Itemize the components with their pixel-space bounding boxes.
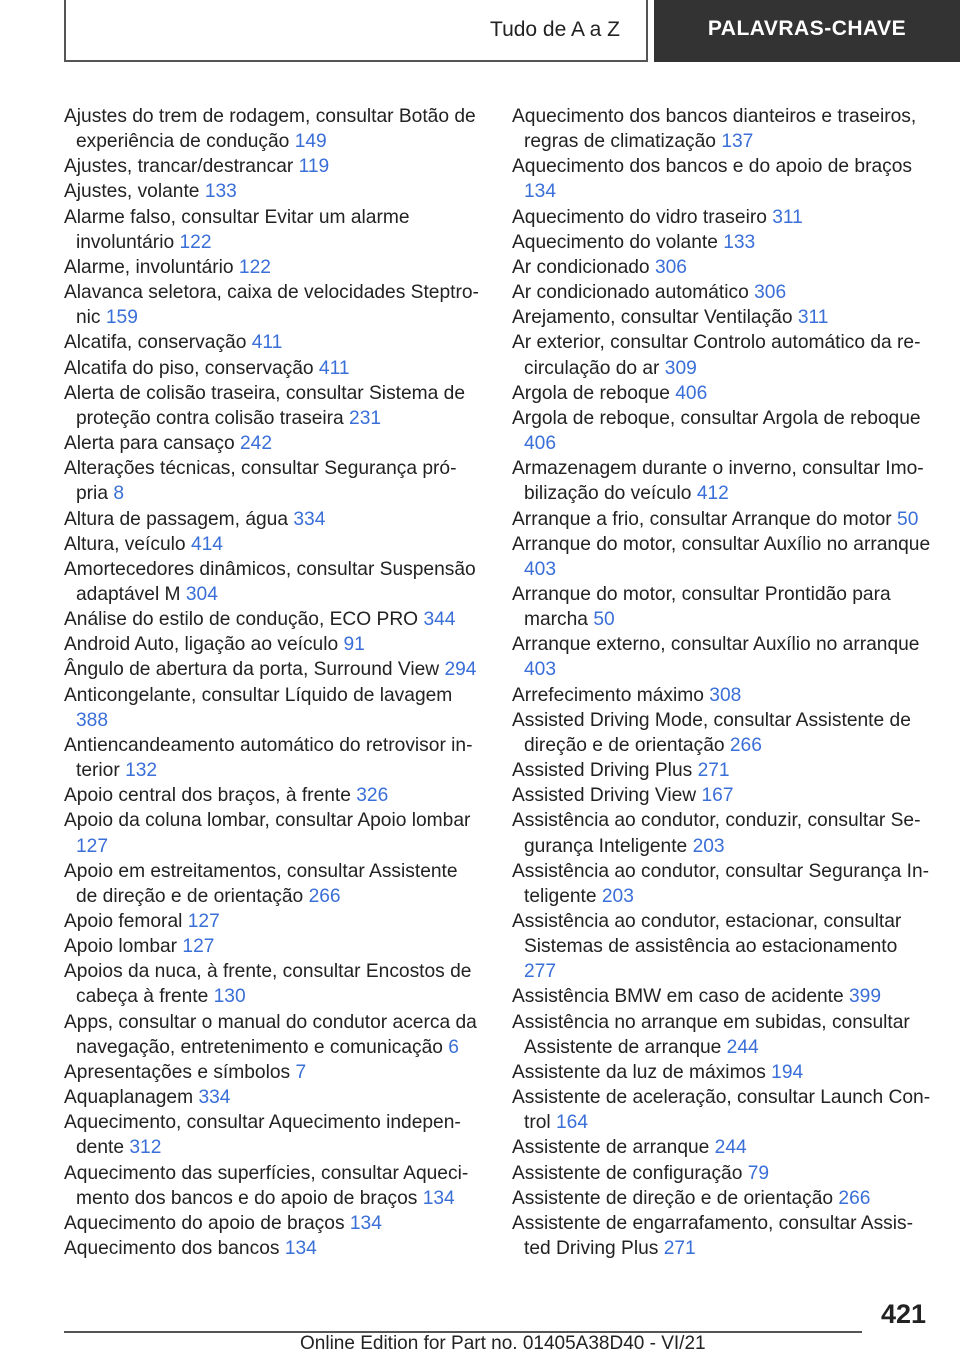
footer-edition-text: Online Edition for Part no. 01405A38D40 - VI/21 — [300, 1333, 706, 1354]
page-reference-link[interactable]: 149 — [294, 131, 327, 153]
index-entry-text: Assisted Driving Mode, consultar Assistente de direção e de orientação — [512, 709, 911, 756]
index-entry — [64, 179, 480, 204]
index-entry-text: Aquecimento dos bancos — [64, 1238, 280, 1260]
index-column-left — [64, 104, 480, 1261]
index-entry-text: Alarme falso, consultar Evitar um alarme involuntário — [64, 206, 410, 253]
page-reference-link[interactable]: 119 — [298, 156, 330, 178]
index-entry-text: Ar condicionado — [512, 256, 650, 278]
index-entry-text: Alcatifa, conservação — [64, 332, 247, 354]
index-entry — [64, 632, 480, 657]
index-entry — [64, 1110, 480, 1160]
index-entry — [64, 683, 480, 733]
index-entry-text: Aquaplanagem — [64, 1087, 194, 1109]
index-entry — [512, 381, 932, 406]
index-entry-text: Ar exterior, consultar Controlo automático da recirculação do ar — [512, 332, 921, 379]
index-entry-text: Arejamento, consultar Ventilação — [512, 307, 793, 329]
index-entry — [512, 205, 932, 230]
page-reference-link[interactable]: 411 — [318, 357, 350, 379]
page-reference-link[interactable]: 127 — [182, 936, 215, 958]
index-entry — [64, 1211, 480, 1236]
index-entry-text: Amortecedores dinâmicos, consultar Suspensão adaptável M — [64, 558, 476, 605]
index-entry-text: Alarme, involuntário — [64, 256, 234, 278]
index-entry-text: Alavanca seletora, caixa de velocidades Steptronic — [64, 282, 479, 329]
page-number: 421 — [880, 1299, 926, 1329]
page-reference-link[interactable]: 388 — [76, 709, 109, 731]
chapter-tab — [654, 0, 960, 62]
index-entry-text: Apoio femoral — [64, 911, 183, 932]
index-entry — [512, 255, 932, 280]
page-reference-link[interactable]: 137 — [721, 131, 754, 153]
page-reference-link[interactable]: 50 — [593, 609, 615, 631]
index-entry-text: Aquecimento do vidro traseiro — [512, 206, 767, 228]
index-entry-text: Arranque a frio, consultar Arranque do motor — [512, 508, 892, 530]
index-entry-text: Ângulo de abertura da porta, Surround View — [64, 659, 440, 681]
page-reference-link[interactable]: 309 — [664, 357, 697, 379]
index-entry-text: Altura de passagem, água — [64, 508, 289, 530]
page-reference-link[interactable]: 79 — [747, 1162, 770, 1184]
index-entry-text: Assistente de arranque — [512, 1137, 710, 1159]
index-entry — [512, 859, 932, 909]
index-entry-text: Aquecimento dos bancos dianteiros e traseiros, regras de climatização — [512, 106, 917, 153]
index-entry — [512, 984, 932, 1009]
index-entry-text: Alerta para cansaço — [64, 433, 235, 455]
page-reference-link[interactable]: 7 — [295, 1061, 307, 1083]
index-entry-text: Antiencandeamento automático do retrovisor interior — [64, 734, 473, 782]
index-entry-text: Argola de reboque, consultar Argola de reboque — [512, 407, 921, 429]
index-entry-text: Ajustes, trancar/destrancar — [64, 156, 294, 178]
index-entry — [512, 582, 932, 632]
index-entry-text: Apoio lombar — [64, 936, 178, 958]
page-reference-link[interactable]: 244 — [714, 1137, 747, 1159]
index-entry-text: Assistente de direção e de orientação — [512, 1187, 834, 1209]
index-entry — [64, 381, 480, 431]
index-entry-text: Armazenagem durante o inverno, consultar Imobilização do veículo — [512, 458, 924, 505]
page-reference-link[interactable]: 308 — [709, 684, 742, 706]
index-entry-text: Assistência ao condutor, estacionar, consultar Sistemas de assistência ao estacionamento — [512, 911, 902, 958]
page-reference-link[interactable]: 8 — [113, 483, 125, 505]
page-reference-link[interactable]: 271 — [697, 760, 730, 782]
index-entry — [64, 356, 480, 381]
index-entry-text: Assistência BMW em caso de acidente — [512, 986, 844, 1008]
page-reference-link[interactable]: 334 — [293, 508, 326, 530]
index-entry — [64, 657, 480, 682]
index-entry-text: Assistente de aceleração, consultar Launch Control — [512, 1087, 931, 1134]
index-entry — [512, 1161, 932, 1186]
page-reference-link[interactable]: 266 — [838, 1187, 871, 1209]
index-entry — [512, 280, 932, 305]
page-reference-link[interactable]: 134 — [524, 181, 557, 203]
index-entry — [512, 230, 932, 255]
index-entry-text: Android Auto, ligação ao veículo — [64, 634, 339, 656]
index-entry — [64, 557, 480, 607]
page-reference-link[interactable]: 411 — [251, 332, 283, 354]
page-reference-link[interactable]: 133 — [723, 231, 756, 253]
page-reference-link[interactable]: 294 — [444, 659, 477, 681]
index-entry — [64, 934, 480, 959]
page-reference-link[interactable]: 167 — [701, 785, 734, 807]
index-entry-text: Assistência ao condutor, conduzir, consultar Segurança Inteligente — [512, 810, 921, 857]
index-entry — [512, 1211, 932, 1261]
page-reference-link[interactable]: 399 — [849, 986, 882, 1008]
index-entry — [512, 154, 932, 204]
index-entry-text: Aquecimento do apoio de braços — [64, 1212, 345, 1234]
index-entry — [512, 406, 932, 456]
chapter-title: PALAVRAS-CHAVE — [707, 17, 907, 40]
index-entry — [64, 456, 480, 506]
index-entry — [64, 808, 480, 858]
index-entry — [512, 507, 932, 532]
page-reference-link[interactable]: 406 — [524, 433, 557, 455]
page-reference-link[interactable]: 403 — [524, 558, 557, 580]
index-entry — [512, 1060, 932, 1085]
index-entry-text: Apoio central dos braços, à frente — [64, 785, 351, 807]
index-entry — [64, 607, 480, 632]
page-reference-link[interactable]: 312 — [129, 1137, 162, 1159]
index-entry — [64, 959, 480, 1009]
page-reference-link[interactable]: 6 — [448, 1036, 459, 1058]
index-entry-text: Aquecimento, consultar Aquecimento independente — [64, 1112, 461, 1159]
index-entry — [64, 205, 480, 255]
page-reference-link[interactable]: 414 — [190, 533, 223, 555]
index-entry — [64, 733, 480, 783]
index-entry — [64, 431, 480, 456]
index-entry-text: Argola de reboque — [512, 382, 670, 404]
index-entry — [64, 1085, 480, 1110]
page-reference-link[interactable]: 133 — [204, 181, 237, 203]
index-entry-text: Assistência no arranque em subidas, consultar Assistente de arranque — [512, 1011, 910, 1058]
index-entry — [64, 255, 480, 280]
page-reference-link[interactable]: 306 — [754, 282, 787, 304]
index-entry-text: Aquecimento do volante — [512, 231, 718, 253]
index-entry-text: Alcatifa do piso, conservação — [64, 357, 314, 379]
index-entry — [512, 305, 932, 330]
index-entry-text: Assistência ao condutor, consultar Segurança Inteligente — [512, 860, 930, 907]
index-entry — [64, 1010, 480, 1060]
index-entry — [64, 909, 480, 934]
index-entry-text: Assisted Driving View — [512, 785, 697, 807]
index-entry — [512, 909, 932, 984]
index-entry — [512, 330, 932, 380]
index-entry-text: Assistente de engarrafamento, consultar Assisted Driving Plus — [512, 1212, 914, 1260]
index-entry-text: Arrefecimento máximo — [512, 684, 704, 706]
index-entry — [64, 859, 480, 909]
index-entry — [64, 507, 480, 532]
index-entry — [512, 783, 932, 808]
section-header-box — [64, 0, 648, 62]
page-reference-link[interactable]: 412 — [696, 483, 729, 505]
page-reference-link[interactable]: 134 — [349, 1212, 382, 1234]
index-entry-text: Assistente da luz de máximos — [512, 1061, 766, 1083]
page-reference-link[interactable]: 311 — [772, 206, 803, 228]
page-reference-link[interactable]: 334 — [198, 1087, 231, 1109]
index-entry — [64, 1236, 480, 1261]
page-reference-link[interactable]: 266 — [308, 885, 341, 907]
page-reference-link[interactable]: 91 — [343, 634, 365, 656]
page-reference-link[interactable]: 134 — [284, 1238, 317, 1260]
page-reference-link[interactable]: 164 — [556, 1112, 589, 1134]
index-entry — [512, 708, 932, 758]
index-entry-text: Arranque externo, consultar Auxílio no arranque — [512, 634, 920, 656]
index-entry-text: Anticongelante, consultar Líquido de lavagem — [64, 684, 453, 706]
page-reference-link[interactable]: 203 — [601, 885, 634, 907]
index-entry-text: Ajustes do trem de rodagem, consultar Botão de experiência de condução — [64, 106, 476, 153]
index-entry-text: Apoio em estreitamentos, consultar Assistente de direção e de orientação — [64, 860, 458, 907]
page-reference-link[interactable]: 194 — [771, 1061, 804, 1083]
page-reference-link[interactable]: 50 — [897, 508, 919, 530]
page-reference-link[interactable]: 127 — [76, 835, 109, 857]
page-reference-link[interactable]: 344 — [423, 609, 456, 631]
index-entry — [512, 456, 932, 506]
index-entry — [512, 758, 932, 783]
index-entry-text: Arranque do motor, consultar Auxílio no arranque — [512, 533, 931, 555]
index-entry-text: Alterações técnicas, consultar Segurança própria — [64, 458, 457, 505]
index-entry — [64, 330, 480, 355]
index-entry — [512, 1186, 932, 1211]
page-reference-link[interactable]: 306 — [654, 256, 687, 278]
index-entry — [64, 532, 480, 557]
page-reference-link[interactable]: 326 — [356, 785, 389, 807]
index-entry — [512, 104, 932, 154]
page-reference-link[interactable]: 403 — [524, 659, 557, 681]
index-entry-text: Arranque do motor, consultar Prontidão para marcha — [512, 583, 891, 631]
index-entry-text: Apps, consultar o manual do condutor acerca da navegação, entretenimento e comunicação — [64, 1011, 477, 1058]
index-entry-text: Aquecimento dos bancos e do apoio de braços — [512, 156, 913, 178]
index-entry — [512, 808, 932, 858]
index-entry — [64, 1161, 480, 1211]
page-reference-link[interactable]: 266 — [729, 734, 762, 756]
index-entry — [512, 683, 932, 708]
page-reference-link[interactable]: 231 — [349, 407, 382, 429]
page-reference-link[interactable]: 159 — [105, 307, 138, 329]
index-entry-text: Altura, veículo — [64, 533, 186, 555]
index-entry-text: Assisted Driving Plus — [512, 760, 693, 782]
page-reference-link[interactable]: 132 — [125, 760, 158, 782]
index-entry-text: Ar condicionado automático — [512, 282, 749, 304]
index-entry — [64, 104, 480, 154]
index-entry — [512, 1085, 932, 1135]
page-reference-link[interactable]: 122 — [179, 231, 212, 253]
page-header — [0, 0, 960, 66]
index-entry — [64, 1060, 480, 1085]
page-reference-link[interactable]: 244 — [726, 1036, 759, 1058]
page-reference-link[interactable]: 406 — [675, 382, 708, 404]
index-entry — [512, 1010, 932, 1060]
index-entry — [64, 783, 480, 808]
index-entry — [512, 1135, 932, 1160]
page-reference-link[interactable]: 122 — [238, 256, 271, 278]
page-reference-link[interactable]: 311 — [797, 307, 829, 329]
index-entry-text: Apresentações e símbolos — [64, 1061, 291, 1083]
page-reference-link[interactable]: 130 — [213, 986, 246, 1008]
index-entry-text: Análise do estilo de condução, ECO PRO — [64, 609, 419, 631]
page-reference-link[interactable]: 134 — [422, 1187, 455, 1209]
index-entry-text: Apoios da nuca, à frente, consultar Encostos de cabeça à frente — [64, 961, 472, 1008]
page-reference-link[interactable]: 203 — [692, 835, 725, 857]
index-entry-text: Aquecimento das superfícies, consultar Aquecimento dos bancos e do apoio de braços — [64, 1162, 469, 1209]
section-title: Tudo de A a Z — [490, 18, 620, 41]
index-entry — [512, 532, 932, 582]
page-reference-link[interactable]: 271 — [663, 1238, 696, 1260]
page-reference-link[interactable]: 127 — [187, 911, 220, 932]
index-entry — [512, 632, 932, 682]
page-reference-link[interactable]: 242 — [240, 433, 273, 455]
index-entry-text: Apoio da coluna lombar, consultar Apoio lombar — [64, 810, 471, 832]
page-reference-link[interactable]: 277 — [524, 961, 557, 983]
index-entry-text: Alerta de colisão traseira, consultar Sistema de proteção contra colisão traseira — [64, 382, 465, 429]
index-entry-text: Ajustes, volante — [64, 181, 200, 203]
index-entry — [64, 154, 480, 179]
index-entry — [64, 280, 480, 330]
page-reference-link[interactable]: 304 — [185, 583, 218, 605]
index-column-right — [512, 104, 932, 1261]
index-entry-text: Assistente de configuração — [512, 1162, 743, 1184]
